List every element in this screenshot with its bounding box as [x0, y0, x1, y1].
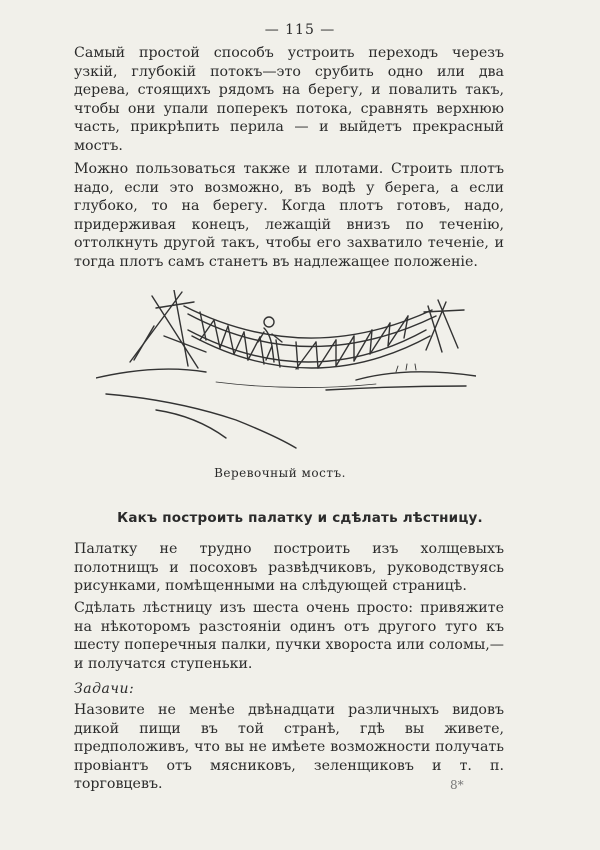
paragraph-raft: Можно пользоваться также и плотами. Строить плотъ надо, если это возможно, въ водѣ у берега, а если глубоко, то на берегу. Когда плотъ готовъ, надо, придерживая конецъ, лежащій внизъ по теченію, оттолкнуть другой такъ, чтобы его захватило теченіе, и тогда плотъ самъ станетъ въ надлежащее положеніе. [74, 161, 504, 270]
water-line [216, 382, 376, 388]
tasks-label: Задачи: [74, 681, 135, 697]
person-body [264, 328, 274, 362]
left-bank [96, 369, 206, 378]
page-number: — 115 — [264, 22, 336, 38]
paragraph-ladder: Сдѣлать лѣстницу изъ шеста очень просто: привяжите на нѣкоторомъ разстояніи одинъ отъ другого туго къ шесту поперечныя палки, пучки хвороста или соломы,—и получатся ступеньки. [74, 600, 504, 672]
signature-mark: 8* [450, 778, 464, 792]
rope-bridge-illustration [96, 290, 476, 450]
paragraph-tent: Палатку не трудно построить изъ холщевыхъ полотнищъ и посоховъ развѣдчиковъ, руководствуясь рисунками, помѣщенными на слѣдующей страницѣ. [74, 541, 504, 595]
paragraph-footbridge: Самый простой способъ устроить переходъ черезъ узкій, глубокій потокъ—это срубить одно или два дерева, стоящихъ рядомъ на берегу, и повалить такъ, чтобы они упали поперекъ потока, сравнять верхнюю часть, прикрѣпить перила — и выйдетъ прекрасный мостъ. [74, 45, 504, 154]
left-tower-pole [174, 290, 188, 366]
person-head [264, 317, 274, 327]
figure-caption: Веревочный мостъ. [214, 466, 346, 480]
paragraph-task-wild-food: Назовите не менѣе двѣнадцати различныхъ видовъ дикой пищи въ той странѣ, гдѣ вы живете, предположивъ, что вы не имѣете возможности получать провіантъ отъ мясниковъ, зеленщиковъ и т. п. торговцевъ. [74, 702, 504, 793]
section-heading: Какъ построить палатку и сдѣлать лѣстницу. [117, 510, 483, 526]
right-bank [356, 372, 476, 380]
left-tower-crossbar [156, 302, 194, 308]
